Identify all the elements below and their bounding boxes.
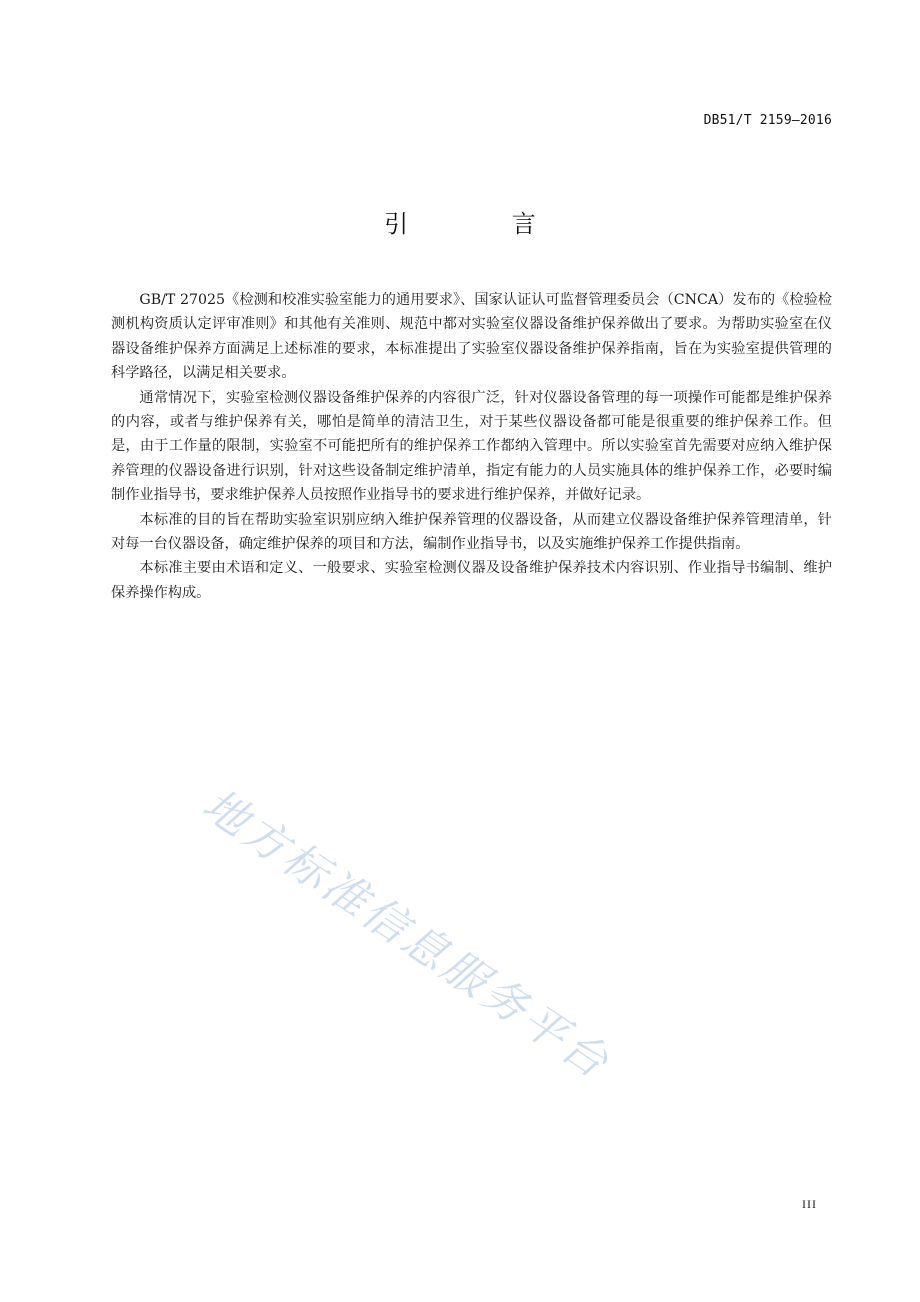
paragraph-4: 本标准主要由术语和定义、一般要求、实验室检测仪器及设备维护保养技术内容识别、作业指导书编制、维护保养操作构成。 [111, 560, 832, 601]
page-number: III [802, 1197, 817, 1211]
paragraph-3: 本标准的目的旨在帮助实验室识别应纳入维护保养管理的仪器设备，从而建立仪器设备维护保养管理清单，针对每一台仪器设备，确定维护保养的项目和方法，编制作业指导书，以及实施维护保养工作提供指南。 [111, 511, 832, 553]
section-title: 引 言 [384, 210, 584, 238]
watermark: 地方标准信息服务平台 [193, 779, 620, 1090]
standard-code: DB51/T 2159—2016 [703, 113, 832, 128]
paragraph-2: 通常情况下，实验室检测仪器设备维护保养的内容很广泛，针对仪器设备管理的每一项操作可能都是维护保养的内容，或者与维护保养有关，哪怕是简单的清洁卫生，对于某些仪器设备都可能是很重要的维护保养工作。但是，由于工作量的限制，实验室不可能把所有的维护保养工作都纳入管理中。所以实验室首先需要对应纳入维护保养管理的仪器设备进行识别，针对这些设备制定维护清单，指定有能力的人员实施具体的维护保养工作，必要时编制作业指导书，要求维护保养人员按照作业指导书的要求进行维护保养，并做好记录。 [111, 389, 832, 504]
paragraph-1: GB/T 27025《检测和校准实验室能力的通用要求》、国家认证认可监督管理委员会（CNCA）发布的《检验检测机构资质认定评审准则》和其他有关准则、规范中都对实验室仪器设备维护保养做出了要求。为帮助实验室在仪器设备维护保养方面满足上述标准的要求，本标准提出了实验室仪器设备维护保养指南，旨在为实验室提供管理的科学路径，以满足相关要求。 [111, 292, 832, 382]
introduction-body [111, 288, 832, 605]
